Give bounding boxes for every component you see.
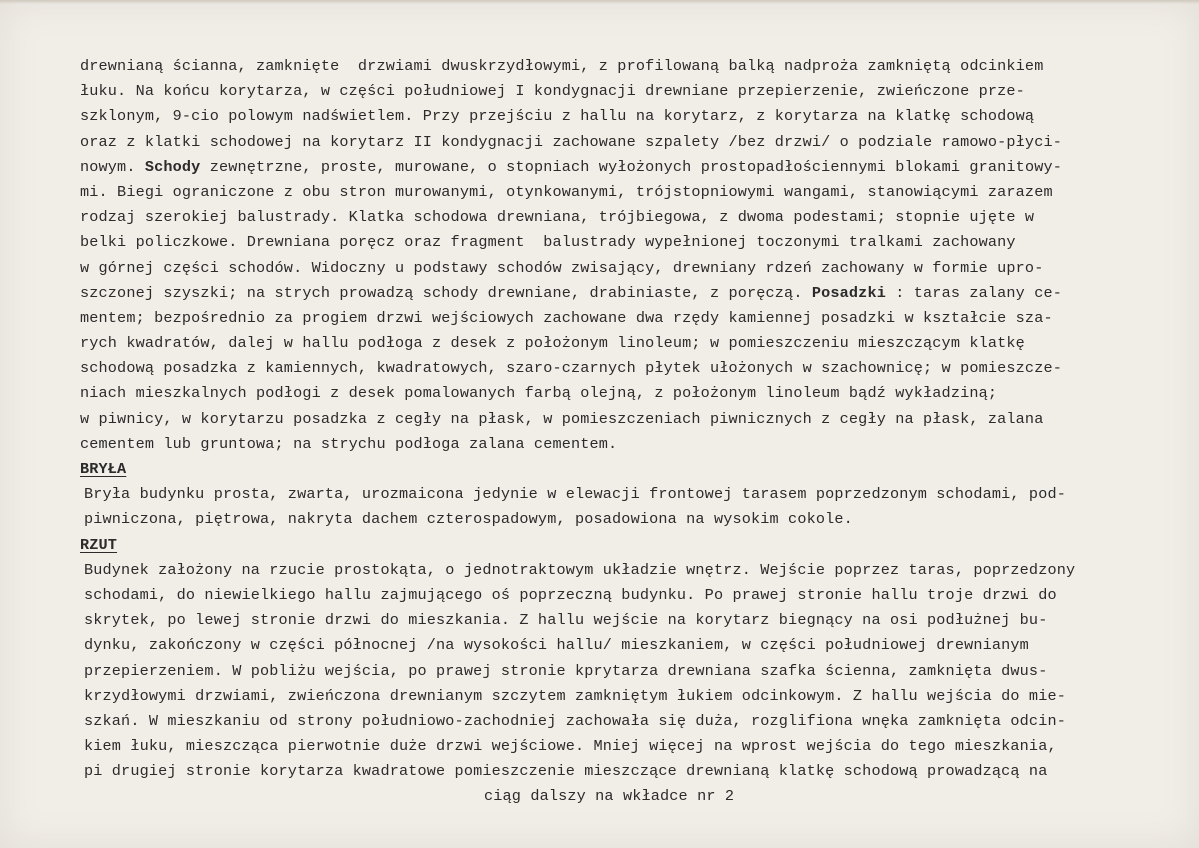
text-line: [80, 407, 1150, 432]
text-line: [80, 734, 1150, 759]
line-text: schodową posadzka z kamiennych, kwadratowych, szaro-czarnych płytek ułożonych w szachownicę; w pomieszcze-: [80, 359, 1062, 378]
line-text: drewnianą ścianna, zamknięte drzwiami dwuskrzydłowymi, z profilowaną balką nadproża zamkniętą odcinkiem: [80, 57, 1044, 75]
line-text: nowym.: [80, 157, 145, 176]
line-text: belki policzkowe. Drewniana poręcz oraz fragment balustrady wypełnionej toczonymi tralkami zachowany: [80, 233, 1016, 252]
text-line: [80, 659, 1150, 684]
section-heading: [80, 533, 1150, 558]
line-text: mentem; bezpośrednio za progiem drzwi wejściowych zachowane dwa rzędy kamiennej posadzki w kształcie sza-: [80, 308, 1053, 327]
continuation-note: ciąg dalszy na wkładce nr 2: [484, 787, 735, 806]
text-line: [80, 709, 1150, 734]
line-text: szklonym, 9-cio polowym nadświetlem. Przy przejściu z hallu na korytarz, z korytarza na klatkę schodową: [80, 107, 1035, 126]
text-line: [80, 130, 1150, 155]
text-line: [80, 356, 1150, 381]
text-line: [80, 482, 1150, 507]
line-text: zewnętrzne, proste, murowane, o stopniach wyłożonych prostopadłościennymi blokami granitowy-: [200, 157, 1063, 176]
line-text: kiem łuku, mieszcząca pierwotnie duże drzwi wejściowe. Mniej więcej na wprost wejścia do tego mieszkania,: [84, 737, 1057, 756]
text-line: [80, 558, 1150, 583]
text-line: [80, 155, 1150, 180]
text-line: [80, 583, 1150, 608]
line-text: piwniczona, piętrowa, nakryta dachem czterospadowym, posadowiona na wysokim cokole.: [84, 510, 853, 529]
text-line: [80, 306, 1150, 331]
line-text: cementem lub gruntowa; na strychu podłoga zalana cementem.: [80, 434, 618, 453]
line-text: Bryła budynku prosta, zwarta, urozmaicona jedynie w elewacji frontowej tarasem poprzedzonym schodami, pod-: [84, 485, 1066, 504]
line-text: niach mieszkalnych podłogi z desek pomalowanych farbą olejną, z położonym linoleum bądź wykładziną;: [80, 384, 998, 403]
section-heading: [80, 457, 1150, 482]
line-text: schodami, do niewielkiego hallu zajmującego oś poprzeczną budynku. Po prawej stronie hallu troje drzwi do: [84, 585, 1057, 604]
text-line: [80, 180, 1150, 205]
text-line: [80, 205, 1150, 230]
line-text: łuku. Na końcu korytarza, w części południowej I kondygnacji drewniane przepierzenie, zwieńczone prze-: [80, 82, 1025, 101]
text-line: [80, 54, 1150, 79]
line-text: przepierzeniem. W pobliżu wejścia, po prawej stronie kprytarza drewniana szafka ścienna, zamknięta dwus-: [84, 661, 1048, 680]
text-line: [80, 79, 1150, 104]
bold-term: Posadzki: [811, 283, 886, 302]
line-text: Budynek założony na rzucie prostokąta, o jednotraktowym układzie wnętrz. Wejście poprzez taras, poprzedzony: [84, 560, 1076, 579]
line-text: rodzaj szerokiej balustrady. Klatka schodowa drewniana, trójbiegowa, z dwoma podestami; stopnie ujęte w: [80, 208, 1035, 227]
text-line: [80, 281, 1150, 306]
text-line: [80, 432, 1150, 457]
typewritten-text: [80, 54, 1150, 810]
line-text: szkań. W mieszkaniu od strony południowo-zachodniej zachowała się duża, rozglifiona wnęka zamknięta odcin-: [84, 711, 1066, 730]
text-line: [80, 331, 1150, 356]
text-line: [80, 759, 1150, 784]
line-text: w górnej części schodów. Widoczny u podstawy schodów zwisający, drewniany rdzeń zachowany w formie upro-: [80, 258, 1044, 277]
line-text: oraz z klatki schodowej na korytarz II kondygnacji zachowane szpalety /bez drzwi/ o podziale ramowo-płyci-: [80, 132, 1062, 151]
line-text: : taras zalany ce-: [885, 283, 1062, 302]
text-line: [80, 104, 1150, 129]
line-text: skrytek, po lewej stronie drzwi do mieszkania. Z hallu wejście na korytarz biegnący na osi podłużnej bu-: [84, 611, 1048, 630]
text-line: [80, 507, 1150, 532]
line-text: dynku, zakończony w części północnej /na wysokości hallu/ mieszkaniem, w części południowej drewnianym: [84, 636, 1029, 655]
text-line: [80, 256, 1150, 281]
section-heading-label: RZUT: [80, 535, 118, 554]
line-text: rych kwadratów, dalej w hallu podłoga z desek z położonym linoleum; w pomieszczeniu mieszczącym klatkę: [80, 334, 1025, 353]
bold-term: Schody: [144, 157, 201, 176]
text-line: [80, 684, 1150, 709]
line-text: mi. Biegi ograniczone z obu stron murowanymi, otynkowanymi, trójstopniowymi wangami, stanowiącymi zarazem: [80, 182, 1053, 201]
text-line: [80, 381, 1150, 406]
line-text: pi drugiej stronie korytarza kwadratowe pomieszczenie mieszczące drewnianą klatkę schodową prowadzącą na: [84, 762, 1048, 781]
line-text: krzydłowymi drzwiami, zwieńczona drewnianym szczytem zamkniętym łukiem odcinkowym. Z hallu wejścia do mie-: [84, 686, 1066, 705]
text-line: [80, 608, 1150, 633]
line-text: w piwnicy, w korytarzu posadzka z cegły na płask, w pomieszczeniach piwnicznych z cegły na płask, zalana: [80, 409, 1044, 428]
text-line: [80, 230, 1150, 255]
line-text: szczonej szyszki; na strych prowadzą schody drewniane, drabiniaste, z poręczą.: [80, 283, 812, 302]
text-line: [80, 633, 1150, 658]
paper-edge: [0, 0, 1199, 4]
section-heading-label: BRYŁA: [80, 460, 127, 478]
